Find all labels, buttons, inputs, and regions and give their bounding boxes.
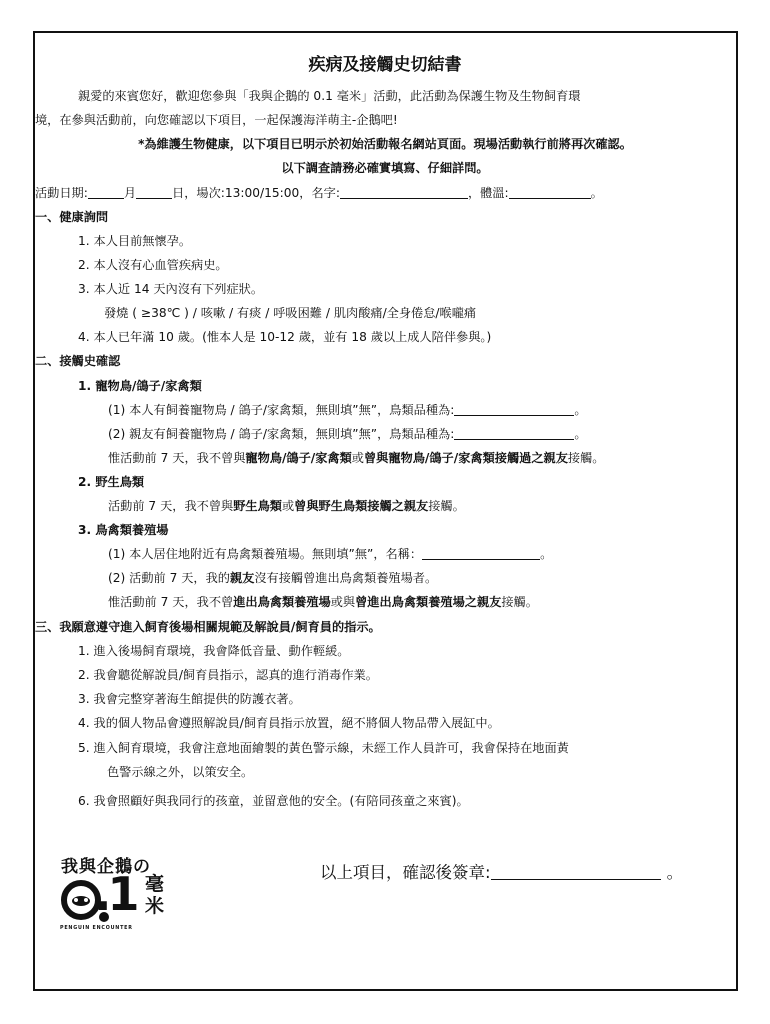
day-field[interactable] — [136, 186, 172, 199]
decl-bold: 曾與野生鳥類接觸之親友 — [294, 499, 429, 513]
notice-line-2: 以下調查請務必確實填寫、仔細詳問。 — [281, 161, 489, 175]
wild-bird-declaration — [108, 498, 465, 514]
rule-item: 5. 進入飼育環境，我會注意地面繪製的黃色警示線，未經工作人員許可，我會保持在地面黃 — [78, 741, 569, 755]
logo-number: .1 — [94, 867, 136, 921]
decl-text: 惟活動前 7 天，我不曾 — [108, 595, 234, 609]
symptom-list: 發燒 ( ≥38℃ ) / 咳嗽 / 有痰 / 呼吸困難 / 肌肉酸痛/全身倦怠/喉嚨痛 — [104, 306, 477, 320]
decl-bold: 野生鳥類 — [233, 499, 282, 513]
signature-label: 以上項目，確認後簽章: — [320, 863, 491, 882]
contact-sub-farm: 3. 鳥禽類養殖場 — [78, 523, 169, 537]
penguin-encounter-logo — [57, 852, 182, 934]
farm-declaration — [108, 594, 538, 610]
health-item: 1. 本人目前無懷孕。 — [78, 234, 192, 248]
form-end: 。 — [590, 186, 603, 200]
decl-text: 接觸。 — [428, 499, 465, 513]
decl-bold: 寵物鳥/鴿子/家禽類 — [245, 451, 352, 465]
contact-sub-wild-birds: 2. 野生鳥類 — [78, 475, 145, 489]
notice-line-1: *為維護生物健康，以下項目已明示於初始活動報名網站頁面。現場活動執行前將再次確認。 — [138, 137, 632, 151]
month-field[interactable] — [88, 186, 124, 199]
rule-item-continued: 色警示線之外，以策安全。 — [107, 765, 254, 779]
decl-text: 沒有接觸曾進出鳥禽類養殖場者。 — [254, 571, 438, 585]
line-end: 。 — [574, 403, 587, 417]
section-health-heading: 一、健康詢問 — [35, 210, 109, 224]
session-name-label: ，場次:13:00/15:00，名字: — [184, 186, 340, 200]
health-item: 3. 本人近 14 天內沒有下列症狀。 — [78, 282, 264, 296]
rule-item: 2. 我會聽從解說員/飼育員指示，認真的進行消毒作業。 — [78, 668, 378, 682]
decl-bold: 曾進出鳥禽類養殖場之親友 — [355, 595, 502, 609]
section-contact-heading: 二、接觸史確認 — [35, 354, 121, 368]
bird-species-self-field[interactable] — [454, 403, 574, 416]
rule-item: 1. 進入後場飼育環境，我會降低音量、動作輕緩。 — [78, 644, 350, 658]
decl-bold: 曾與寵物鳥/鴿子/家禽類接觸過之親友 — [363, 451, 568, 465]
pet-bird-friend-line — [108, 426, 587, 442]
farm-nearby-line — [108, 546, 552, 562]
rule-item: 3. 我會完整穿著海生館提供的防護衣著。 — [78, 692, 301, 706]
pet-bird-self-line — [108, 402, 587, 418]
decl-bold: 進出鳥禽類養殖場 — [233, 595, 331, 609]
pet-bird-declaration — [108, 450, 604, 466]
date-label: 活動日期: — [35, 186, 88, 200]
bird-species-friend-field[interactable] — [454, 427, 574, 440]
intro-line-1: 親愛的來賓您好，歡迎您參與「我與企鵝的 0.1 毫米」活動，此活動為保護生物及生物飼育環 — [78, 89, 581, 103]
section-rules-heading: 三、我願意遵守進入飼育後場相關規範及解說員/飼育員的指示。 — [35, 620, 381, 634]
rule-item: 4. 我的個人物品會遵照解說員/飼育員指示放置，絕不將個人物品帶入展缸中。 — [78, 716, 500, 730]
decl-text: 接觸。 — [567, 451, 605, 465]
signature-line — [320, 862, 683, 884]
pet-bird-self-text: (1) 本人有飼養寵物鳥 / 鴿子/家禽類，無則填”無”，鳥類品種為: — [108, 403, 455, 417]
decl-text: 活動前 7 天，我不曾與 — [108, 499, 234, 513]
health-item: 4. 本人已年滿 10 歲。(惟本人是 10-12 歲，並有 18 歲以上成人陪伴參與。) — [78, 330, 492, 344]
decl-text: (2) 活動前 7 天，我的 — [108, 571, 230, 585]
logo-hao: 毫 — [145, 873, 165, 895]
logo-english: PENGUIN ENCOUNTER — [60, 926, 133, 931]
decl-text: 或 — [351, 451, 364, 465]
line-end: 。 — [574, 427, 587, 441]
name-field[interactable] — [340, 186, 468, 199]
farm-nearby-text: (1) 本人居住地附近有鳥禽類養殖場。無則填”無”，名稱： — [108, 547, 423, 561]
signature-end: 。 — [666, 863, 684, 882]
temperature-label: ，體溫: — [467, 186, 509, 200]
rule-item: 6. 我會照顧好與我同行的孩童，並留意他的安全。(有陪同孩童之來賓)。 — [78, 794, 469, 808]
farm-name-field[interactable] — [422, 547, 540, 560]
health-item: 2. 本人沒有心血管疾病史。 — [78, 258, 228, 272]
signature-field[interactable] — [491, 865, 661, 880]
registration-form-line — [35, 185, 603, 201]
decl-text: 或與 — [330, 595, 356, 609]
decl-text: 惟活動前 7 天，我不曾與 — [108, 451, 246, 465]
temperature-field[interactable] — [509, 186, 591, 199]
day-label: 日 — [172, 186, 185, 200]
decl-bold: 親友 — [229, 571, 255, 585]
logo-brand-text: 我與企鵝の — [61, 857, 151, 877]
intro-line-2: 境，在參與活動前，向您確認以下項目，一起保護海洋萌主-企鵝吧! — [35, 113, 398, 127]
decl-text: 接觸。 — [501, 595, 538, 609]
month-label: 月 — [123, 186, 137, 200]
page-title: 疾病及接觸史切結書 — [308, 55, 462, 75]
logo-mi: 米 — [145, 895, 165, 917]
farm-friend-line — [108, 570, 437, 586]
pet-bird-friend-text: (2) 親友有飼養寵物鳥 / 鴿子/家禽類，無則填”無”，鳥類品種為: — [108, 427, 455, 441]
decl-text: 或 — [281, 499, 295, 513]
line-end: 。 — [540, 547, 553, 561]
contact-sub-pet-birds: 1. 寵物鳥/鴿子/家禽類 — [78, 379, 202, 393]
